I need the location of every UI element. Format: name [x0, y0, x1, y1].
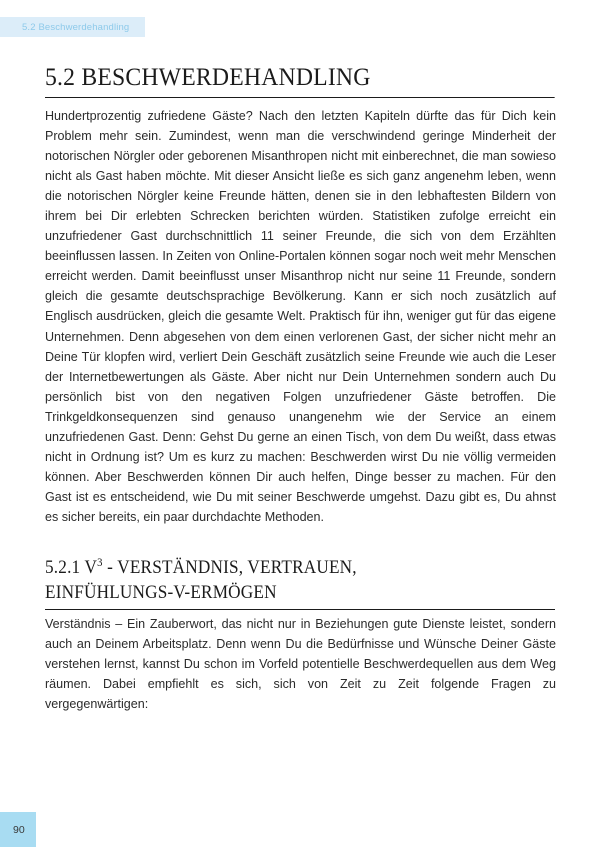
subsection-title: [45, 556, 555, 610]
subsection-heading-container: [45, 556, 555, 610]
section-heading-container: [45, 62, 555, 98]
running-header: [0, 17, 145, 37]
understanding-paragraph-container: [45, 614, 556, 714]
superscript-three: 3: [97, 556, 103, 569]
page-title: 5.2 BESCHWERDEHANDLING: [45, 62, 555, 98]
subsection-title-line-2: EINFÜHLUNGS-V-ERMÖGEN: [45, 582, 277, 603]
intro-paragraph-container: [45, 106, 556, 527]
intro-paragraph: Hundertprozentig zufriedene Gäste? Nach den letzten Kapiteln dürfte das für Dich kein Problem mehr sein. Zumindest, wenn man die verschwindend geringe Minderheit der notorischen Nörgler oder geborenen Misanthropen nicht mit einberechnet, die man sowieso nicht als Gast haben möchte. Mit dieser Ansicht ließe es sich ganz angenehm leben, wenn die notorischen Nörgler keine Freunde hätten, denen sie in den lebhaftesten Bildern von ihrem bei Dir erlebten Schrecken berichten würden. Statistiken zufolge erreicht ein unzufriedener Gast durchschnittlich 11 seiner Freunde, die sich von dem Erzählten beeinflussen lassen. In Zeiten von Online-Portalen können sogar noch weit mehr Menschen erreicht werden. Damit beeinflusst unser Misanthrop nicht nur seine 11 Freunde, sondern gleich die gesamte deutschsprachige Bevölkerung. Kann er sich noch zusätzlich auf Englisch ausdrücken, gleich die gesamte Welt. Praktisch für ihn, weniger gut für das eigene Unternehmen. Denn abgesehen von dem einen verlorenen Gast, der sicher nicht mehr an Deine Tür klopfen wird, verliert Dein Geschäft zusätzlich seine Freunde wie auch die Leser der Internetbewertungen als Gäste. Aber nicht nur Dein Unternehmen sondern auch Du persönlich bist von den negativen Folgen unzufriedener Gäste betroffen. Die Trinkgeldkonsequenzen sind genauso unangenehm wie der Service an einem unzufriedenen Gast. Denn: Gehst Du gerne an einen Tisch, von dem Du weißt, dass etwas nicht in Ordnung ist? Um es kurz zu machen: Beschwerden wirst Du nie völlig vermeiden können. Aber Beschwerden können Dir auch helfen, Dinge besser zu machen. Für den Gast ist es entscheidend, wie Du mit seiner Beschwerde umgehst. Dazu gibt es, Du ahnst es sicher bereits, ein paar durchdachte Methoden.: [45, 109, 556, 524]
page-number-block: [0, 812, 36, 847]
running-header-label: 5.2 Beschwerdehandling: [22, 21, 130, 33]
subsection-title-line-1: [45, 556, 555, 581]
subsection-number: 5.2.1 V: [45, 558, 98, 578]
understanding-paragraph: Verständnis – Ein Zauberwort, das nicht nur in Beziehungen gute Dienste leistet, sondern auch an Deinem Arbeitsplatz. Denn wenn Du die Bedürfnisse und Wünsche Deiner Gäste verstehen lernst, kannst Du schon im Vorfeld potentielle Beschwerdequellen aus dem Weg räumen. Dabei empfiehlt es sich, sich von Zeit zu Zeit folgende Fragen zu vergegenwärtigen:: [45, 617, 556, 712]
subsection-line-1-rest: - VERSTÄNDNIS, VERTRAUEN,: [102, 558, 357, 578]
page-number: 90: [13, 823, 25, 836]
